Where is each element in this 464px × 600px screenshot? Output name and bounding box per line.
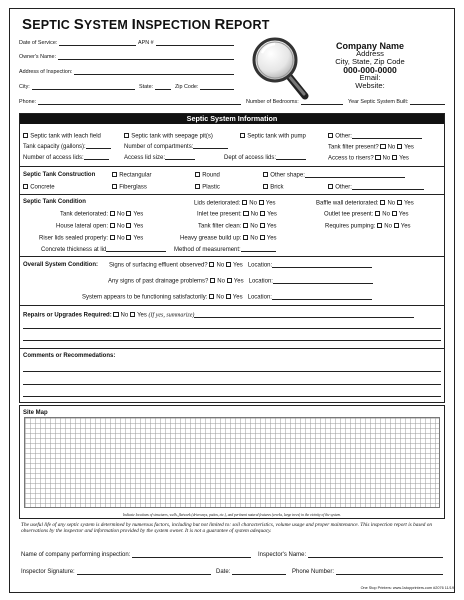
past-drainage: Any signs of past drainage problems? No Yes Location: — [108, 278, 373, 285]
checkbox-icon[interactable] — [226, 294, 231, 299]
site-map-box — [19, 405, 445, 519]
checkbox-icon[interactable] — [113, 312, 118, 317]
phone-field[interactable]: Phone: — [19, 99, 241, 105]
material-brick[interactable]: Brick — [263, 184, 284, 191]
material-plastic[interactable]: Plastic — [195, 184, 220, 191]
checkbox-icon[interactable] — [130, 312, 135, 317]
checkbox-icon[interactable] — [375, 155, 380, 160]
option-seepage-pit[interactable]: Septic tank with seepage pit(s) — [124, 133, 213, 140]
checkbox-icon[interactable] — [110, 235, 115, 240]
checkbox-icon[interactable] — [259, 200, 264, 205]
overall-heading: Overall System Condition: — [23, 262, 99, 268]
riser-lids-sealed: Riser lids sealed properly: No Yes — [39, 235, 144, 242]
option-leach-field[interactable]: Septic tank with leach field — [23, 133, 101, 140]
checkbox-icon[interactable] — [110, 211, 115, 216]
report-title: SEPTIC SYSTEM INSPECTION REPORT — [22, 16, 270, 33]
checkbox-icon[interactable] — [226, 262, 231, 267]
septic-system-information-section — [19, 113, 445, 403]
inlet-tee-present: Inlet tee present: No Yes — [197, 211, 277, 218]
checkbox-icon[interactable] — [243, 211, 248, 216]
disclaimer-text: The useful life of any septic system is determined by numerous factors, including but not limited to: soil characteristics, volume usage and proper maintenance. This inspection report is based on observations by the inspector and information provided by the system owner. It is not a guarantee of system adequacy. — [21, 522, 433, 535]
checkbox-icon[interactable] — [243, 235, 248, 240]
checkbox-icon[interactable] — [126, 235, 131, 240]
checkbox-icon[interactable] — [126, 211, 131, 216]
repairs-row: Repairs or Upgrades Required: No Yes (If yes, summarize) — [23, 312, 414, 319]
option-other[interactable]: Other: — [328, 133, 422, 140]
checkbox-icon[interactable] — [394, 223, 399, 228]
checkbox-icon[interactable] — [377, 223, 382, 228]
checkbox-icon[interactable] — [227, 278, 232, 283]
checkbox-icon[interactable] — [112, 184, 117, 189]
concrete-thickness-field[interactable]: Concrete thickness at lid — [41, 247, 166, 253]
baffle-wall-deteriorated: Baffle wall deteriorated: No Yes — [316, 200, 414, 207]
apn-field[interactable]: APN # — [138, 40, 234, 46]
checkbox-icon[interactable] — [260, 235, 265, 240]
company-website: Website: — [355, 81, 385, 90]
checkbox-icon[interactable] — [392, 155, 397, 160]
company-address: Address — [356, 49, 384, 58]
inspector-name-field[interactable]: Inspector's Name: — [258, 552, 443, 558]
checkbox-icon[interactable] — [209, 262, 214, 267]
checkbox-icon[interactable] — [260, 211, 265, 216]
checkbox-icon[interactable] — [242, 200, 247, 205]
checkbox-icon[interactable] — [380, 200, 385, 205]
state-field[interactable]: State: — [139, 84, 171, 90]
tank-deteriorated: Tank deteriorated: No Yes — [60, 211, 144, 218]
comments-line[interactable] — [23, 384, 441, 385]
comments-line[interactable] — [23, 396, 441, 397]
checkbox-icon[interactable] — [240, 133, 245, 138]
checkbox-icon[interactable] — [112, 172, 117, 177]
checkbox-icon[interactable] — [397, 144, 402, 149]
material-other[interactable]: Other: — [328, 184, 424, 191]
address-of-inspection-field[interactable]: Address of Inspection: — [19, 69, 234, 75]
access-lids-field[interactable]: Number of access lids: — [23, 155, 109, 161]
bedrooms-field[interactable]: Number of Bedrooms: — [246, 99, 343, 105]
lid-size-field[interactable]: Access lid size: — [124, 155, 195, 161]
tank-filter-clean: Tank filter clean: No Yes — [198, 223, 277, 230]
condition-heading: Septic Tank Condition — [23, 199, 86, 205]
year-built-field[interactable]: Year Septic System Built: — [348, 99, 445, 105]
house-lateral-open: House lateral open: No Yes — [56, 223, 144, 230]
checkbox-icon[interactable] — [260, 223, 265, 228]
tank-capacity-field[interactable]: Tank capacity (gallons): — [23, 144, 111, 150]
shape-other[interactable]: Other shape: — [263, 172, 405, 179]
company-email: Email: — [359, 73, 381, 82]
method-measurement-field[interactable]: Method of measurement: — [174, 247, 276, 253]
site-map-heading: Site Map — [23, 410, 48, 416]
checkbox-icon[interactable] — [392, 211, 397, 216]
company-info — [315, 42, 425, 90]
site-map-grid[interactable] — [24, 417, 440, 508]
printer-footer: One Stop Printers: www.1stopprinters.com #2076 11/19 — [360, 586, 454, 590]
date-field[interactable]: Date: — [216, 569, 286, 575]
comments-line[interactable] — [23, 371, 441, 372]
surfacing-effluent: Signs of surfacing effluent observed? No Yes Location: — [109, 262, 372, 269]
material-fiberglass[interactable]: Fiberglass — [112, 184, 147, 191]
construction-heading: Septic Tank Construction — [23, 172, 96, 178]
checkbox-icon[interactable] — [263, 172, 268, 177]
checkbox-icon[interactable] — [124, 133, 129, 138]
tank-filter-present: Tank filter present? No Yes — [328, 144, 414, 151]
company-phone: 000-000-0000 — [343, 65, 397, 75]
checkbox-icon[interactable] — [397, 200, 402, 205]
inspector-signature-field[interactable]: Inspector Signature: — [21, 569, 211, 575]
checkbox-icon[interactable] — [375, 211, 380, 216]
option-pump[interactable]: Septic tank with pump — [240, 133, 306, 140]
checkbox-icon[interactable] — [243, 223, 248, 228]
material-concrete[interactable]: Concrete — [23, 184, 55, 191]
checkbox-icon[interactable] — [209, 294, 214, 299]
checkbox-icon[interactable] — [210, 278, 215, 283]
company-name: Company Name — [335, 41, 405, 51]
city-field[interactable]: City: — [19, 84, 135, 90]
owners-name-field[interactable]: Owner's Name: — [19, 54, 234, 60]
magnifying-glass-icon — [250, 35, 310, 100]
checkbox-icon[interactable] — [23, 184, 28, 189]
compartments-field[interactable]: Number of compartments: — [124, 144, 228, 150]
zip-code-field[interactable]: Zip Code: — [175, 84, 234, 90]
site-map-caption: Indicate locations of structures, wells, flatwork (driveways, patios, etc.), and pertinent natural features (creeks, large trees) in the vicinity of the system. — [122, 513, 341, 517]
date-of-service-field[interactable]: Date of Service: — [19, 40, 136, 46]
company-performing-field[interactable]: Name of company performing inspection: — [21, 552, 251, 558]
checkbox-icon[interactable] — [195, 184, 200, 189]
checkbox-icon[interactable] — [195, 172, 200, 177]
comments-heading: Comments or Recommedations: — [23, 353, 116, 359]
requires-pumping: Requires pumping: No Yes — [325, 223, 411, 230]
checkbox-icon[interactable] — [380, 144, 385, 149]
septic-info-heading: Septic System Information — [20, 114, 444, 124]
repairs-line[interactable] — [23, 328, 441, 329]
checkbox-icon[interactable] — [263, 184, 268, 189]
access-risers: Access to risers? No Yes — [328, 155, 409, 162]
shape-rectangular[interactable]: Rectangular — [112, 172, 152, 179]
heavy-grease: Heavy grease build up: No Yes — [180, 235, 277, 242]
checkbox-icon[interactable] — [328, 184, 333, 189]
company-city: City, State, Zip Code — [335, 57, 405, 66]
dept-lids-field[interactable]: Dept of access lids: — [224, 155, 306, 161]
shape-round[interactable]: Round — [195, 172, 220, 179]
lids-deteriorated: Lids deteriorated: No Yes — [194, 200, 276, 207]
repairs-line[interactable] — [23, 340, 441, 341]
checkbox-icon[interactable] — [126, 223, 131, 228]
phone-number-field[interactable]: Phone Number: — [292, 569, 443, 575]
functioning-satisfactorily: System appears to be functioning satisfactorily: No Yes Location: — [82, 294, 372, 301]
outlet-tee-present: Outlet tee present: No Yes — [324, 211, 409, 218]
checkbox-icon[interactable] — [328, 133, 333, 138]
checkbox-icon[interactable] — [110, 223, 115, 228]
checkbox-icon[interactable] — [23, 133, 28, 138]
